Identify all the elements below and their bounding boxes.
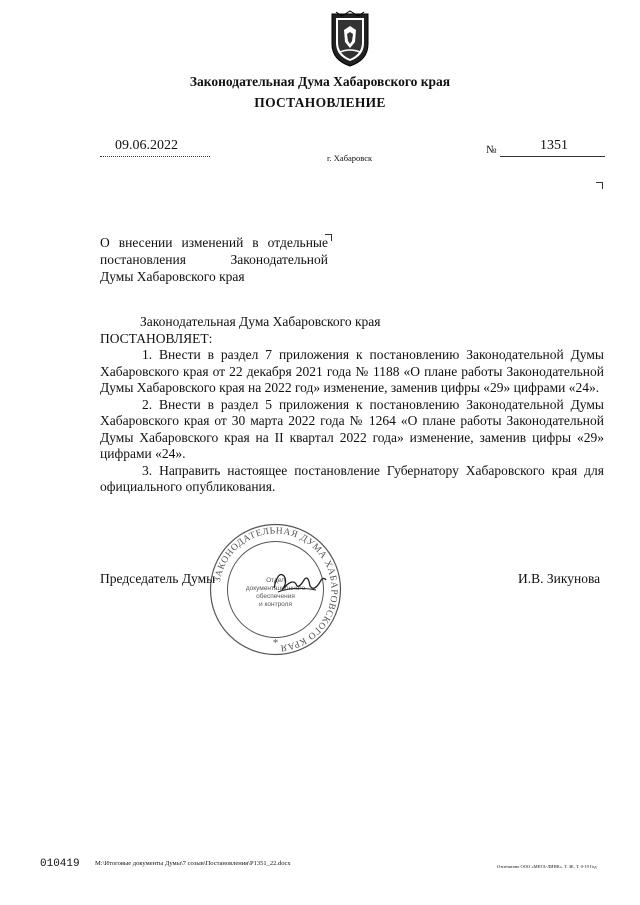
subject-line: О внесении изменений в отдельные bbox=[100, 235, 328, 250]
subject-line: Думы Хабаровского края bbox=[100, 269, 245, 284]
corner-mark bbox=[596, 182, 603, 189]
signatory-title: Председатель Думы bbox=[100, 571, 216, 586]
stamp-center-line: и контроля bbox=[259, 601, 292, 608]
handwritten-signature bbox=[268, 562, 328, 600]
organization-title: Законодательная Дума Хабаровского края bbox=[189, 74, 451, 89]
stamp-center-line: документационного bbox=[245, 585, 306, 592]
footer-code: 010419 bbox=[40, 858, 80, 870]
footer-printer: Отпечатано ООО «МЕГА-ЛИНК». Т. ЗЕ. Т. 0-19 Год bbox=[497, 864, 597, 869]
number-underline bbox=[500, 156, 605, 157]
document-date: 09.06.2022 bbox=[115, 138, 178, 153]
document-city: г. Хабаровск bbox=[327, 153, 373, 163]
stamp-center-line: обеспечения bbox=[256, 593, 295, 600]
document-body bbox=[100, 314, 604, 496]
stamp-ring-text: ЗАКОНОДАТЕЛЬНАЯ ДУМА ХАБАРОВСКОГО КРАЯ bbox=[212, 526, 339, 653]
resolution-word: ПОСТАНОВЛЯЕТ: bbox=[100, 330, 213, 346]
date-underline bbox=[100, 156, 210, 157]
body-item-3: 3. Направить настоящее постановление Губернатору Хабаровского края для официального опубликования. bbox=[100, 462, 604, 494]
body-item-1: 1. Внести в раздел 7 приложения к постановлению Законодательной Думы Хабаровского края от 22 декабря 2021 года № 1188 «О плане работы Законодательной Думы Хабаровского края на 2022 год» изменение, заменив цифры «29» цифрами «24». bbox=[100, 347, 604, 395]
coat-of-arms-icon bbox=[328, 10, 372, 68]
footer-file-path: M:\Итоговые документы Думы\7 созыв\Постановления\P1351_22.docx bbox=[95, 860, 291, 867]
signatory-name: И.В. Зикунова bbox=[518, 571, 601, 586]
document-subject bbox=[100, 234, 328, 285]
stamp-star: * bbox=[272, 637, 279, 649]
document-number: 1351 bbox=[540, 138, 568, 153]
preamble: Законодательная Дума Хабаровского края bbox=[140, 314, 381, 329]
body-item-2: 2. Внести в раздел 5 приложения к постановлению Законодательной Думы Хабаровского края от 30 марта 2022 года № 1264 «О плане работы Законодательной Думы Хабаровского края на II квартал 2022 года» изменение, заменив цифры «29» цифрами «24». bbox=[100, 396, 604, 461]
subject-line: постановления Законодательной bbox=[100, 252, 328, 267]
stamp-center-line: Отдел bbox=[266, 577, 285, 584]
document-type: ПОСТАНОВЛЕНИЕ bbox=[254, 95, 386, 110]
number-sign: № bbox=[486, 144, 497, 156]
corner-mark bbox=[325, 234, 332, 241]
